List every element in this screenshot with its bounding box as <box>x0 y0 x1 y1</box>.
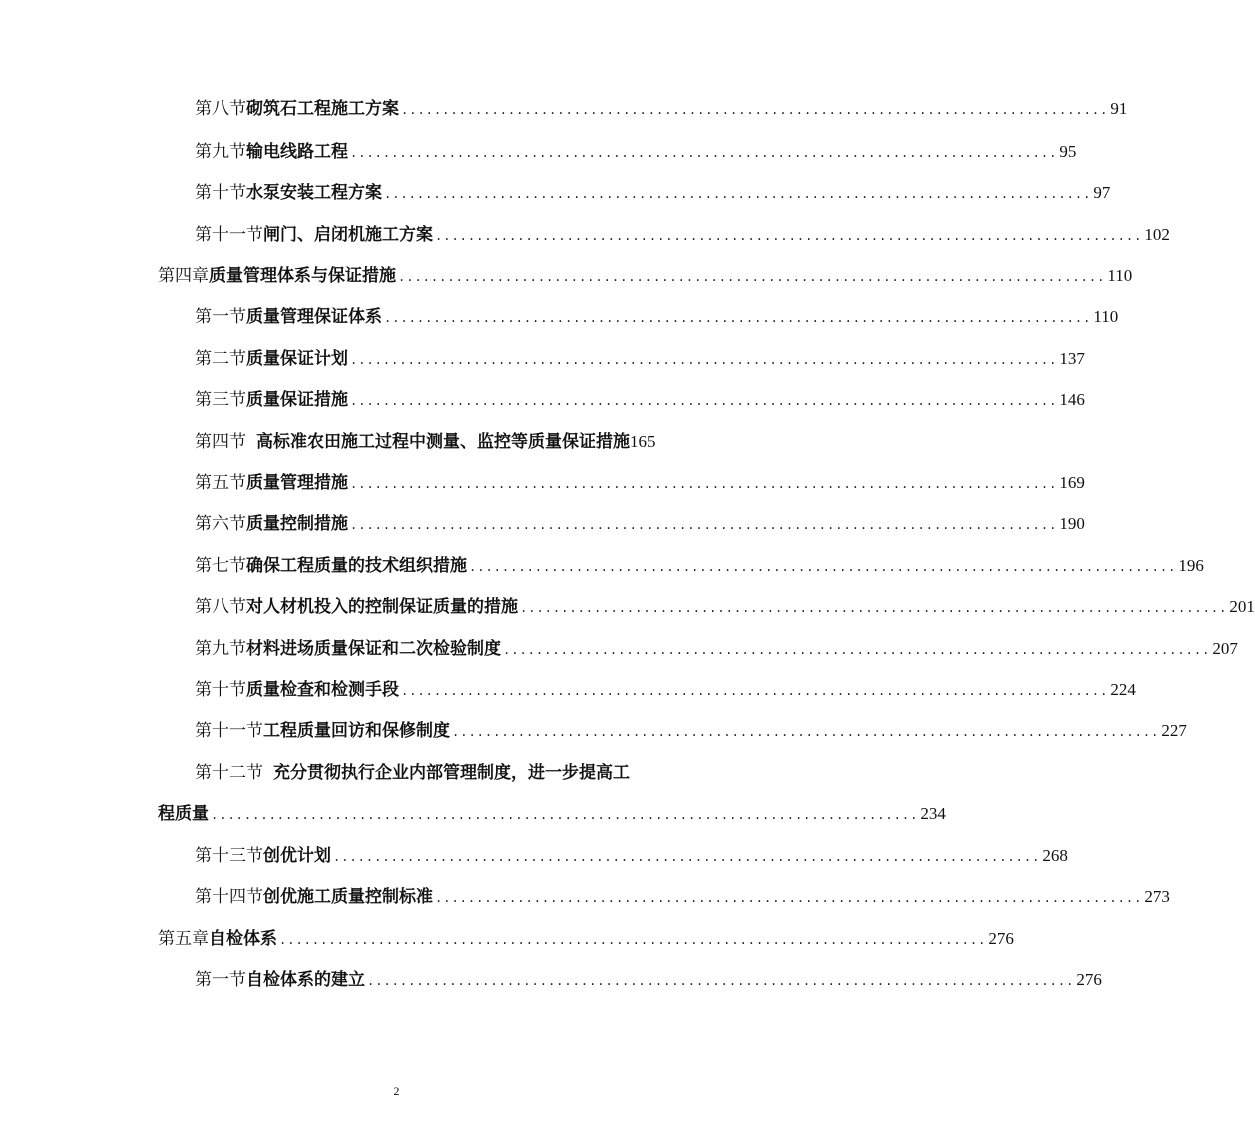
section-number: 第九节 <box>195 639 246 659</box>
toc-entry[interactable] <box>195 385 1085 415</box>
section-title: 工程质量回访和保修制度 <box>263 721 450 741</box>
section-title: 充分贯彻执行企业内部管理制度，进一步提高工 <box>273 763 630 783</box>
toc-entry[interactable] <box>195 94 1128 124</box>
page-number: 97 <box>1093 183 1111 202</box>
section-number: 第一节 <box>195 970 246 990</box>
leader-dots: ...................................................................................... <box>333 850 1041 864</box>
section-number: 第十一节 <box>195 721 263 741</box>
leader-dots: ...................................................................................... <box>398 270 1106 284</box>
section-number: 第八节 <box>195 99 246 119</box>
toc-entry[interactable] <box>195 634 1238 664</box>
section-title: 水泵安装工程方案 <box>246 183 382 203</box>
section-title: 对人材机投入的控制保证质量的措施 <box>246 597 518 617</box>
section-number: 第十四节 <box>195 887 263 907</box>
chapter-number: 第四章 <box>158 266 209 286</box>
leader-dots: ...................................................................................... <box>435 229 1143 243</box>
toc-entry[interactable] <box>195 841 1068 871</box>
section-title: 创优施工质量控制标准 <box>263 887 433 907</box>
chapter-number: 第五章 <box>158 929 209 949</box>
toc-entry-wrapped-first-line[interactable] <box>195 758 695 788</box>
toc-entry[interactable] <box>195 882 1170 912</box>
toc-entry[interactable] <box>195 965 1102 995</box>
toc-entry[interactable] <box>195 344 1085 374</box>
leader-dots: ...................................................................................... <box>503 643 1211 657</box>
leader-dots: ...................................................................................... <box>401 684 1109 698</box>
page-number: 169 <box>1059 473 1085 492</box>
page-number: 190 <box>1059 514 1085 533</box>
section-title: 质量管理保证体系 <box>246 307 382 327</box>
section-title-continued: 程质量 <box>158 804 209 824</box>
section-title: 确保工程质量的技术组织措施 <box>246 556 467 576</box>
section-title: 质量检查和检测手段 <box>246 680 399 700</box>
leader-dots: ...................................................................................... <box>279 933 987 947</box>
section-title: 质量控制措施 <box>246 514 348 534</box>
toc-entry[interactable] <box>195 592 1255 622</box>
section-number: 第一节 <box>195 307 246 327</box>
page-number: 146 <box>1059 390 1085 409</box>
page-number: 110 <box>1093 307 1119 326</box>
page-number: 165 <box>630 432 656 451</box>
section-number: 第十节 <box>195 680 246 700</box>
leader-dots: ...................................................................................... <box>350 394 1058 408</box>
toc-entry[interactable] <box>195 675 1136 705</box>
section-title: 砌筑石工程施工方案 <box>246 99 399 119</box>
leader-dots: ...................................................................................... <box>469 560 1177 574</box>
section-title: 高标准农田施工过程中测量、监控等质量保证措施 <box>256 432 630 452</box>
page-number: 201 <box>1229 597 1255 616</box>
leader-dots: ...................................................................................... <box>384 187 1092 201</box>
page-number: 224 <box>1110 680 1136 699</box>
page-number: 273 <box>1144 887 1170 906</box>
toc-entry[interactable] <box>195 551 1204 581</box>
section-number: 第十节 <box>195 183 246 203</box>
section-number: 第九节 <box>195 142 246 162</box>
page-number: 137 <box>1059 349 1085 368</box>
toc-entry[interactable] <box>195 716 1187 746</box>
section-title: 创优计划 <box>263 846 331 866</box>
section-title: 闸门、启闭机施工方案 <box>263 225 433 245</box>
leader-dots: ...................................................................................... <box>350 518 1058 532</box>
page-number: 207 <box>1212 639 1238 658</box>
section-title: 自检体系的建立 <box>246 970 365 990</box>
section-number: 第六节 <box>195 514 246 534</box>
toc-entry-wrapped-second-line[interactable] <box>158 799 946 829</box>
leader-dots: ...................................................................................... <box>350 146 1058 160</box>
section-number: 第三节 <box>195 390 246 410</box>
section-number: 第五节 <box>195 473 246 493</box>
page-number: 196 <box>1178 556 1204 575</box>
toc-entry[interactable] <box>195 220 1170 250</box>
toc-entry[interactable] <box>195 509 1085 539</box>
section-number: 第八节 <box>195 597 246 617</box>
section-title: 质量保证计划 <box>246 349 348 369</box>
page-number: 227 <box>1161 721 1187 740</box>
page-number: 276 <box>1076 970 1102 989</box>
toc-entry[interactable] <box>195 427 695 457</box>
leader-dots: ...................................................................................... <box>350 477 1058 491</box>
page-number: 276 <box>988 929 1014 948</box>
toc-entry[interactable] <box>195 302 1119 332</box>
toc-chapter-entry[interactable] <box>158 924 1014 954</box>
page-number: 110 <box>1107 266 1133 285</box>
leader-dots: ...................................................................................... <box>435 891 1143 905</box>
section-title: 质量保证措施 <box>246 390 348 410</box>
leader-dots: ...................................................................................... <box>520 601 1228 615</box>
section-title: 质量管理措施 <box>246 473 348 493</box>
section-title: 材料进场质量保证和二次检验制度 <box>246 639 501 659</box>
toc-entry[interactable] <box>195 178 1111 208</box>
leader-dots: ...................................................................................... <box>384 311 1092 325</box>
section-number: 第十二节 <box>195 763 263 783</box>
leader-dots: ...................................................................................... <box>452 725 1160 739</box>
chapter-title: 质量管理体系与保证措施 <box>209 266 396 286</box>
page-number: 102 <box>1144 225 1170 244</box>
leader-dots: ...................................................................................... <box>401 103 1109 117</box>
toc-entry[interactable] <box>195 468 1085 498</box>
page-number: 268 <box>1042 846 1068 865</box>
toc-chapter-entry[interactable] <box>158 261 1133 291</box>
section-number: 第二节 <box>195 349 246 369</box>
page-number: 234 <box>920 804 946 823</box>
section-number: 第七节 <box>195 556 246 576</box>
section-number: 第十三节 <box>195 846 263 866</box>
page-footer-number: 2 <box>393 1084 400 1098</box>
page-number: 95 <box>1059 142 1077 161</box>
chapter-title: 自检体系 <box>209 929 277 949</box>
section-title: 输电线路工程 <box>246 142 348 162</box>
toc-entry[interactable] <box>195 137 1077 167</box>
section-number: 第四节 <box>195 432 246 452</box>
page-number: 91 <box>1110 99 1128 118</box>
section-number: 第十一节 <box>195 225 263 245</box>
leader-dots: ...................................................................................... <box>211 808 919 822</box>
leader-dots: ...................................................................................... <box>367 974 1075 988</box>
leader-dots: ...................................................................................... <box>350 353 1058 367</box>
